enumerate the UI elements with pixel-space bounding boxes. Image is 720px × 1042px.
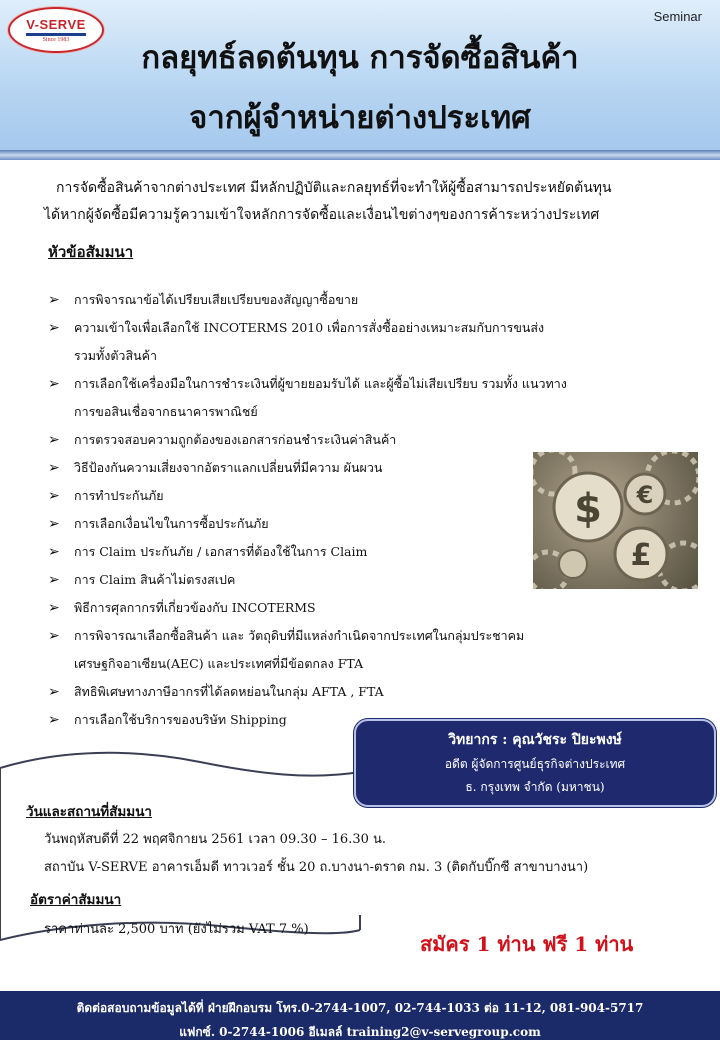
page-title-line-1: กลยุทธ์ลดต้นทุน การจัดซื้อสินค้า <box>141 40 579 76</box>
fee-price: ราคาท่านละ 2,500 บาท (ยังไม่รวม VAT 7 %) <box>44 922 309 937</box>
intro-paragraph <box>44 175 684 229</box>
arrow-bullet-icon: ➢ <box>48 516 60 532</box>
topic-text: การตรวจสอบความถูกต้องของเอกสารก่อนชำระเงินค่าสินค้า <box>74 432 397 447</box>
footer-contact-fax-email: แฟกซ์. 0-2744-1006 อีเมลล์ training2@v-servegroup.com <box>179 1025 541 1039</box>
topic-text: การเลือกใช้เครื่องมือในการชำระเงินที่ผู้ขายยอมรับได้ และผู้ซื้อไม่เสียเปรียบ รวมทั้ง แนวทาง <box>74 376 567 391</box>
topic-text: พิธีการศุลกากรที่เกี่ยวข้องกับ INCOTERMS <box>74 600 316 615</box>
svg-text:$: $ <box>574 486 602 532</box>
svg-text:€: € <box>636 481 654 509</box>
topic-item <box>48 594 648 622</box>
speaker-box <box>354 719 716 807</box>
topic-text: วิธีป้องกันความเสี่ยงจากอัตราแลกเปลี่ยนที่มีความ ผันผวน <box>74 460 383 475</box>
currency-gears-image <box>533 452 698 589</box>
speaker-name: วิทยากร : คุณวัชระ ปิยะพงษ์ <box>448 732 622 748</box>
arrow-bullet-icon: ➢ <box>48 712 60 728</box>
logo-underline <box>26 33 86 36</box>
arrow-bullet-icon: ➢ <box>48 600 60 616</box>
arrow-bullet-icon: ➢ <box>48 292 60 308</box>
page-title-line-2: จากผู้จำหน่ายต่างประเทศ <box>189 100 531 136</box>
topic-text-cont: การขอสินเชื่อจากธนาคารพาณิชย์ <box>74 404 258 419</box>
topic-item <box>48 678 648 706</box>
arrow-bullet-icon: ➢ <box>48 684 60 700</box>
topic-item <box>48 426 648 454</box>
intro-line-2: ได้หากผู้จัดซื้อมีความรู้ความเข้าใจหลักการจัดซื้อและเงื่อนไขต่างๆของการค้าระหว่างประเทศ <box>44 207 600 223</box>
topic-item <box>48 622 648 678</box>
fee-label: อัตราค่าสัมมนา <box>30 892 122 908</box>
topic-text: การพิจารณาข้อได้เปรียบเสียเปรียบของสัญญาซื้อขาย <box>74 292 359 307</box>
topic-text: การ Claim ประกันภัย / เอกสารที่ต้องใช้ในการ Claim <box>74 544 368 559</box>
intro-line-1: การจัดซื้อสินค้าจากต่างประเทศ มีหลักปฏิบัติและกลยุทธ์ที่จะทำให้ผู้ซื้อสามารถประหยัดต้นทุน <box>56 180 612 196</box>
seminar-tag: Seminar <box>653 9 702 24</box>
topic-text: การพิจารณาเลือกซื้อสินค้า และ วัตถุดิบที่มีแหล่งกำเนิดจากประเทศในกลุ่มประชาคม <box>74 628 525 643</box>
topic-text-cont: รวมทั้งตัวสินค้า <box>74 348 158 363</box>
schedule-venue: สถาบัน V-SERVE อาคารเอ็มดี ทาวเวอร์ ชั้น 20 ถ.บางนา-ตราด กม. 3 (ติดกับบิ๊กซี สาขาบางนา) <box>44 860 589 875</box>
arrow-bullet-icon: ➢ <box>48 544 60 560</box>
arrow-bullet-icon: ➢ <box>48 572 60 588</box>
arrow-bullet-icon: ➢ <box>48 460 60 476</box>
speaker-position: อดีต ผู้จัดการศูนย์ธุรกิจต่างประเทศ <box>444 757 626 771</box>
topic-item <box>48 286 648 314</box>
topic-text-cont: เศรษฐกิจอาเซียน(AEC) และประเทศที่มีข้อตกลง FTA <box>74 656 364 671</box>
schedule-label: วันและสถานที่สัมมนา <box>26 804 153 820</box>
topic-text: ความเข้าใจเพื่อเลือกใช้ INCOTERMS 2010 เพื่อการสั่งซื้ออย่างเหมาะสมกับการขนส่ง <box>74 320 545 335</box>
svg-text:£: £ <box>630 538 652 573</box>
contact-footer <box>0 991 720 1040</box>
topic-item <box>48 370 648 426</box>
logo-text: V-SERVE <box>26 17 86 32</box>
topic-text: สิทธิพิเศษทางภาษีอากรที่ได้ลดหย่อนในกลุ่ม AFTA , FTA <box>74 684 384 699</box>
arrow-bullet-icon: ➢ <box>48 432 60 448</box>
gears-illustration <box>533 452 698 589</box>
topic-text: การเลือกใช้บริการของบริษัท Shipping <box>74 712 287 727</box>
topic-text: การ Claim สินค้าไม่ตรงสเปค <box>74 572 236 587</box>
logo-since: Since 1983 <box>42 37 70 43</box>
topic-item <box>48 314 648 370</box>
promo-text: สมัคร 1 ท่าน ฟรี 1 ท่าน <box>420 932 634 956</box>
topic-text: การเลือกเงื่อนไขในการซื้อประกันภัย <box>74 516 269 531</box>
topics-heading: หัวข้อสัมมนา <box>48 243 134 261</box>
schedule-date: วันพฤหัสบดีที่ 22 พฤศจิกายน 2561 เวลา 09.30 – 16.30 น. <box>44 832 387 847</box>
header-divider <box>0 150 720 160</box>
arrow-bullet-icon: ➢ <box>48 488 60 504</box>
topic-text: การทำประกันภัย <box>74 488 164 503</box>
arrow-bullet-icon: ➢ <box>48 376 60 392</box>
arrow-bullet-icon: ➢ <box>48 320 60 336</box>
speaker-company: ธ. กรุงเทพ จำกัด (มหาชน) <box>465 780 605 794</box>
arrow-bullet-icon: ➢ <box>48 628 60 644</box>
footer-contact-phone: ติดต่อสอบถามข้อมูลได้ที่ ฝ่ายฝึกอบรม โทร.0-2744-1007, 02-744-1033 ต่อ 11-12, 081-904-5717 <box>76 1001 644 1015</box>
